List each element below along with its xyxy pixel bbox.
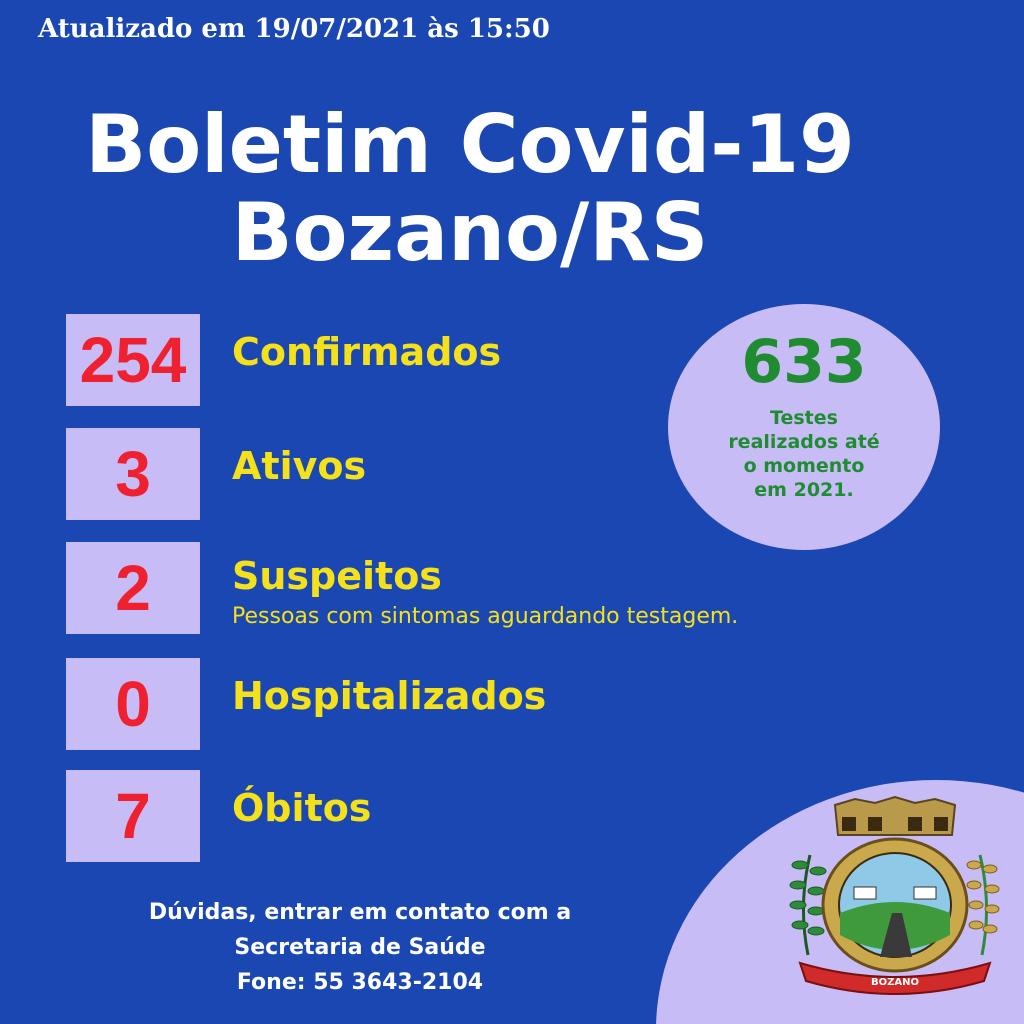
stat-box: [66, 542, 200, 634]
wheat-right-icon: [967, 855, 999, 955]
active-label: Ativos: [232, 444, 367, 488]
page-subtitle: Bozano/RS: [231, 186, 709, 279]
stat-box: [66, 428, 200, 520]
contact-info: [60, 895, 660, 1000]
confirmed-count: 254: [79, 324, 187, 396]
deaths-label: Óbitos: [232, 786, 372, 830]
contact-line: Secretaria de Saúde: [234, 935, 486, 960]
crest-banner-text: BOZANO: [871, 977, 919, 988]
confirmed-label: Confirmados: [232, 330, 502, 374]
hospitalized-count: 0: [115, 668, 151, 740]
municipal-coat-of-arms-icon: [780, 795, 1010, 995]
tests-count: 633: [741, 327, 867, 397]
crown-icon: [835, 797, 955, 835]
suspected-label: Suspeitos: [232, 554, 442, 598]
page-title: Boletim Covid-19: [85, 98, 855, 191]
tests-caption-line: Testes: [770, 407, 838, 429]
tests-caption-line: realizados até: [728, 431, 880, 453]
hospitalized-label: Hospitalizados: [232, 674, 547, 718]
tests-badge: [668, 304, 940, 550]
stat-box: [66, 314, 200, 406]
shield-icon: [823, 839, 967, 971]
active-count: 3: [115, 438, 151, 510]
suspected-note: Pessoas com sintomas aguardando testagem.: [232, 604, 739, 629]
stat-box: [66, 770, 200, 862]
contact-phone: Fone: 55 3643-2104: [236, 970, 484, 995]
contact-line: Dúvidas, entrar em contato com a: [148, 900, 572, 925]
tests-caption-line: em 2021.: [754, 479, 854, 501]
suspected-count: 2: [115, 552, 151, 624]
tests-caption: [688, 406, 920, 502]
laurel-left-icon: [790, 855, 826, 955]
updated-timestamp: Atualizado em 19/07/2021 às 15:50: [38, 14, 550, 44]
tests-caption-line: o momento: [743, 455, 865, 477]
stat-box: [66, 658, 200, 750]
deaths-count: 7: [115, 780, 151, 852]
